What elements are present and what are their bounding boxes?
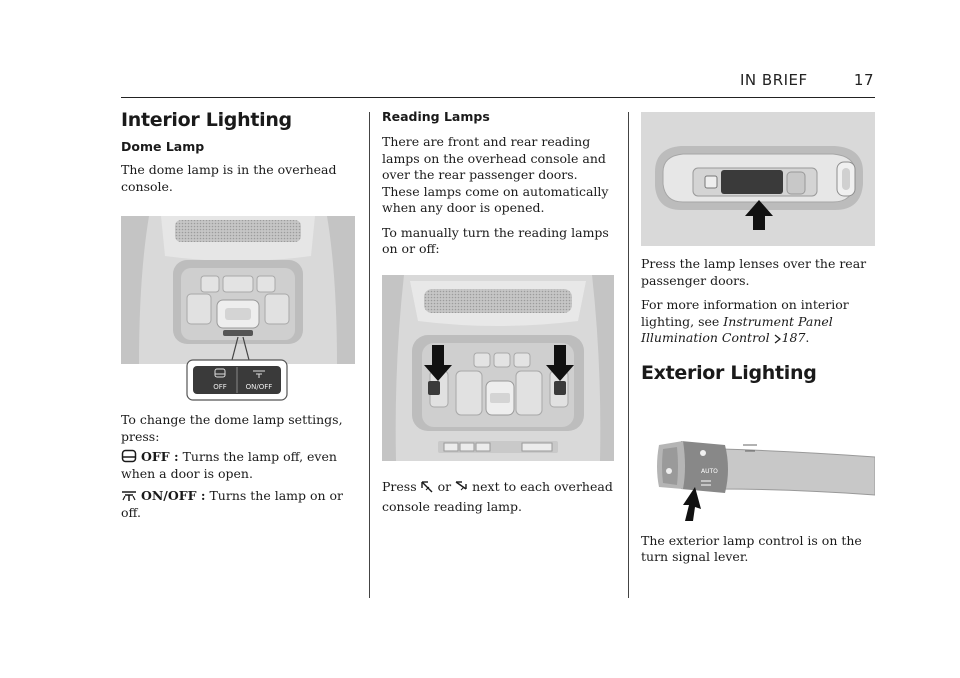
manual-reading-text: To manually turn the reading lamps on or off: [382, 224, 609, 256]
rear-lamp-text: Press the lamp lenses over the rear passenger doors. [641, 256, 867, 288]
rear-lamp-figure [641, 112, 875, 246]
press-reading-text [382, 477, 618, 517]
dome-onoff-icon [121, 490, 137, 502]
column-divider-1 [369, 112, 370, 598]
dome-off-icon [121, 449, 137, 463]
onoff-item [121, 488, 357, 521]
lever-text: The exterior lamp control is on the turn signal lever. [641, 532, 862, 564]
page-ref-icon [774, 334, 782, 344]
reading-lamps-text: There are front and rear reading lamps on the overhead console and over the rear passenger doors. These lamps come on automatically when any door is opened. [382, 134, 609, 215]
press-word: Press [382, 478, 417, 494]
reading-lamp-left-icon [421, 481, 434, 493]
running-header [740, 68, 874, 92]
dome-lamp-figure [121, 216, 355, 404]
change-settings-text: To change the dome lamp settings, press: [121, 412, 343, 444]
interior-lighting-title: Interior Lighting [121, 109, 292, 131]
reading-lamp-figure [382, 275, 614, 461]
or-word: or [437, 478, 452, 494]
section-name: IN BRIEF [740, 71, 808, 89]
off-item-label: OFF : [140, 449, 179, 464]
column-3 [641, 108, 877, 566]
column-divider-2 [628, 112, 629, 598]
onoff-item-text: Turns the lamp on or off. [121, 488, 344, 520]
exterior-lighting-title: Exterior Lighting [641, 361, 817, 384]
off-button-label: OFF [213, 383, 227, 391]
lamp-lever-figure [641, 423, 875, 521]
auto-label: AUTO [701, 467, 718, 475]
header-rule [121, 97, 875, 98]
page-number: 17 [853, 71, 874, 89]
onoff-item-label: ON/OFF : [140, 488, 206, 503]
instrument-panel-link[interactable]: Instrument Panel Illumination Control [641, 313, 833, 345]
onoff-button-label: ON/OFF [245, 383, 273, 391]
more-info-text: For more information on interior lighting, see Instrument Panel Illumination Control 187. [641, 297, 849, 345]
more-info-page[interactable]: 187 [781, 330, 806, 345]
more-info-prefix: For more information on interior lighting, see [641, 297, 849, 329]
dome-intro-text: The dome lamp is in the overhead console. [121, 162, 337, 194]
press-rest-text: next to each overhead console reading lamp. [382, 478, 613, 514]
lever-arrow-icon [683, 487, 701, 521]
off-item-text: Turns the lamp off, even when a door is open. [121, 449, 337, 481]
off-item [121, 449, 357, 482]
reading-lamps-heading: Reading Lamps [382, 109, 490, 124]
reading-lamp-right-icon [455, 481, 468, 493]
column-1 [121, 108, 357, 521]
column-2 [382, 108, 618, 517]
dome-lamp-heading: Dome Lamp [121, 139, 205, 154]
